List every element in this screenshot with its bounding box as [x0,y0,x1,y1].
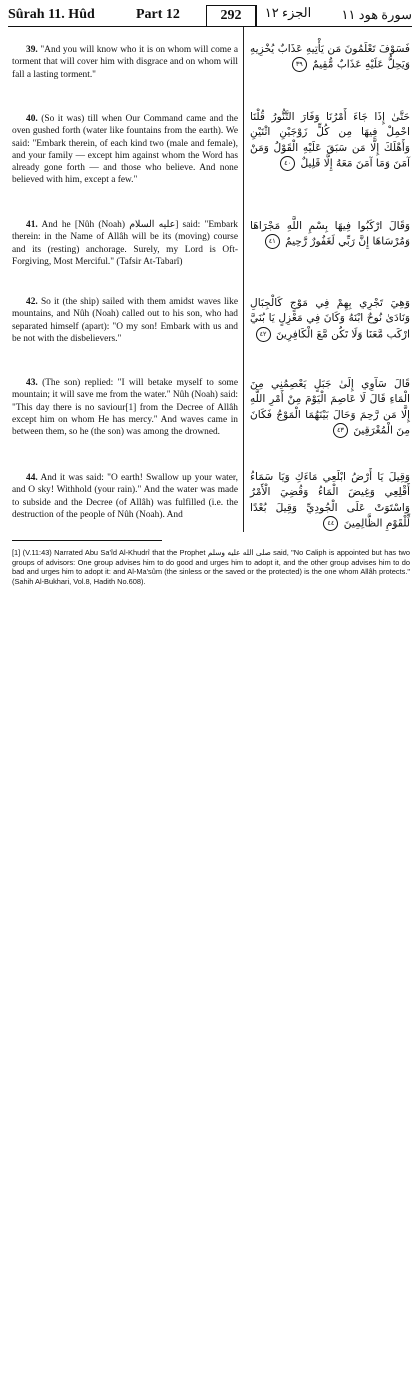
column-divider [243,27,244,532]
part-label-arabic: الجزء ١٢ [256,5,319,26]
ayah-number-marker: ٤٣ [333,423,348,438]
verse-text: And he [Nûh (Noah) عليه السلام] said: "Embark therein: in the Name of Allâh will be its (moving) course and its (resting) anchorage. Surely, my Lord is Oft-Forgiving, Most Merciful." (Tafsir At-Tabarî) [12,220,238,267]
arabic-text: حَتَّىٰ إِذَا جَاءَ أَمْرُنَا وَفَارَ التَّنُّورُ قُلْنَا احْمِلْ فِيهَا مِن كُلٍّ زَوْجَيْنِ اثْنَيْنِ وَأَهْلَكَ إِلَّا مَن سَبَقَ عَلَيْهِ الْقَوْلُ وَمَنْ آمَنَ وَمَا آمَنَ مَعَهُ إِلَّا قَلِيلٌ [250,111,410,170]
verse-44-english [12,472,238,521]
verse-text: (So it was) till when Our Command came and the oven gushed forth (water like fountains from the earth). We said: "Embark therein, of each kind two (male and female), and your family — except him against whom the Word has already gone forth — and those who believe. And none believed with him, except a few." [12,114,238,186]
arabic-text: وَقَالَ ارْكَبُوا فِيهَا بِسْمِ اللَّهِ مَجْرَاهَا وَمُرْسَاهَا إِنَّ رَبِّي لَغَفُورٌ رَّحِيمٌ [250,220,410,248]
verse-44-arabic [250,470,410,532]
verse-number: 42. [26,297,38,307]
verse-40-arabic [250,110,410,172]
verse-text: And it was said: "O earth! Swallow up your water, and O sky! Withhold (your rain)." And the water was made to subside and the Decree (of Allâh) was fulfilled (i.e. the destruction of the people of Nûh (Noah). And [12,473,239,520]
page-header [8,4,412,27]
verse-number: 43. [26,378,38,388]
ayah-number-marker: ٤٢ [256,327,271,342]
verse-41-arabic [250,219,410,250]
verse-number: 44. [26,473,38,483]
ayah-number-marker: ٤٠ [280,156,295,171]
ayah-number-marker: ٤١ [265,234,280,249]
verse-text: "And you will know who it is on whom will come a torment that will cover him with disgrace and on whom will fall a lasting torment." [12,45,239,80]
ayah-number-marker: ٣٩ [292,57,307,72]
arabic-text: وَهِيَ تَجْرِي بِهِمْ فِي مَوْجٍ كَالْجِبَالِ وَنَادَىٰ نُوحٌ ابْنَهُ وَكَانَ فِي مَعْزِلٍ يَا بُنَيَّ ارْكَب مَّعَنَا وَلَا تَكُن مَّعَ الْكَافِرِينَ [250,297,410,341]
verse-number: 39. [26,45,38,55]
surah-title-arabic: سورة هود ١١ [341,7,412,22]
verse-40-english [12,113,238,187]
verse-42-arabic [250,296,410,343]
verse-number: 40. [26,114,38,124]
verse-text: (The son) replied: "I will betake myself to some mountain; it will save me from the water." Nûh (Noah) said: "This day there is no saviour[1] from the Decree of Allâh except him on whom He has mercy." And waves came in between them, so he (the son) was among the drowned. [12,378,238,438]
verse-number: 41. [26,220,38,230]
verse-39-arabic [250,42,410,73]
page-number: 292 [206,5,256,26]
verse-43-arabic [250,377,410,439]
arabic-text: قَالَ سَآوِي إِلَىٰ جَبَلٍ يَعْصِمُنِي مِنَ الْمَاءِ قَالَ لَا عَاصِمَ الْيَوْمَ مِنْ أَمْرِ اللَّهِ إِلَّا مَن رَّحِمَ وَحَالَ بَيْنَهُمَا الْمَوْجُ فَكَانَ مِنَ الْمُغْرَقِينَ [250,378,410,437]
verse-41-english [12,219,238,268]
verse-42-english [12,296,238,345]
verse-39-english [12,44,238,81]
footnote: [1] (V.11:43) Narrated Abu Sa'îd Al-Khudrî that the Prophet صلى الله عليه وسلم said, "No Caliph is appointed but has two groups of advisors: One group advises him to do good and urges him to adopt it, and the other group advises him to do bad and urges him to adopt it: and Al-Ma'sûm (the sinless or the saved or the protected) is the one whom Allâh protects." (Sahih Al-Bukhari, Vol.8, Hadith No.608). [12,548,411,586]
surah-title-english: Sûrah 11. Hûd [8,7,95,22]
ayah-number-marker: ٤٤ [323,516,338,531]
arabic-text: فَسَوْفَ تَعْلَمُونَ مَن يَأْتِيهِ عَذَابٌ يُخْزِيهِ وَيَحِلُّ عَلَيْهِ عَذَابٌ مُّقِيمٌ [250,43,410,71]
footnote-rule [12,540,162,541]
verse-43-english [12,377,238,438]
arabic-text: وَقِيلَ يَا أَرْضُ ابْلَعِي مَاءَكِ وَيَا سَمَاءُ أَقْلِعِي وَغِيضَ الْمَاءُ وَقُضِيَ الْأَمْرُ وَاسْتَوَتْ عَلَى الْجُودِيِّ وَقِيلَ بُعْدًا لِّلْقَوْمِ الظَّالِمِينَ [250,471,410,530]
part-label-english: Part 12 [136,7,180,22]
verse-text: So it (the ship) sailed with them amidst waves like mountains, and Nûh (Noah) called out to his son, who had separated himself (apart): "O my son! Embark with us and be not with the disbelievers." [12,297,239,344]
